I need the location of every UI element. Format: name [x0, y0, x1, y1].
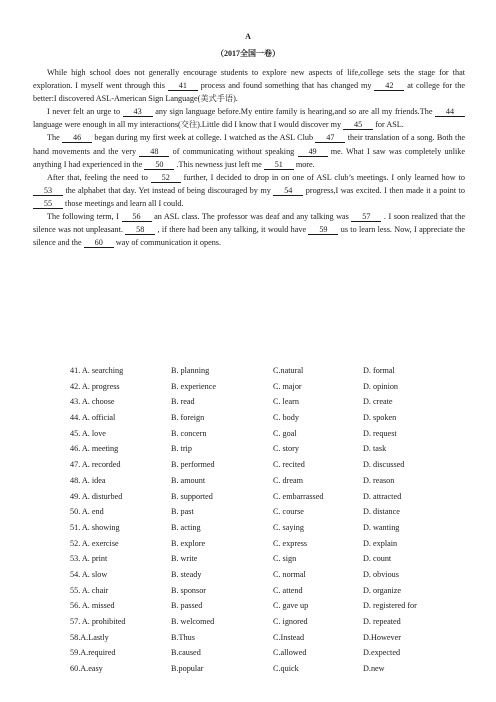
- option-choice: 45. A. love: [70, 428, 106, 438]
- option-choice: D. organize: [363, 585, 402, 595]
- option-choice: D. formal: [363, 366, 395, 375]
- option-choice: B. welcomed: [171, 617, 215, 626]
- passage-text: me. What I saw was completely unlike anything I had experienced in the: [33, 146, 466, 169]
- passage-text: The following term, I: [47, 212, 119, 222]
- option-choice: D. attracted: [363, 491, 402, 501]
- option-choice: B. experience: [171, 381, 217, 391]
- option-choice: B. trip: [171, 444, 192, 454]
- option-choice: D. create: [363, 397, 393, 407]
- option-choice: B. foreign: [171, 413, 205, 423]
- option-choice: C. express: [273, 538, 308, 548]
- passage-text: us to learn less. Now, I appreciate the silence and the: [33, 225, 466, 248]
- option-choice: C. major: [273, 381, 302, 391]
- answer-blank: 51: [264, 160, 294, 170]
- option-choice: 52. A. exercise: [70, 538, 119, 548]
- option-choice: D.However: [363, 632, 401, 642]
- answer-blank: 58: [125, 225, 155, 235]
- option-choice: 46. A. meeting: [70, 444, 119, 454]
- passage-text: While high school does not generally encourage students to explore new aspects of life,college sets the stage for that exploration. I myself went through this: [33, 68, 465, 91]
- option-choice: C. gave up: [273, 601, 309, 611]
- answer-blank: 42: [374, 81, 404, 91]
- option-choice: C. saying: [273, 522, 304, 532]
- answer-blank: 46: [62, 133, 92, 143]
- option-choice: B. concern: [171, 428, 207, 438]
- cloze-passage: [33, 66, 465, 249]
- option-choice: D. opinion: [363, 381, 399, 391]
- answer-blank: 41: [168, 81, 198, 91]
- option-choice: D.expected: [363, 648, 401, 658]
- passage-text: their translation of a song. Both the hand movements and the very: [33, 133, 466, 156]
- option-choice: 48. A. idea: [70, 475, 106, 485]
- option-choice: D. spoken: [363, 413, 397, 423]
- passage-text: progress,I was excited. I then made it a point to: [305, 185, 465, 195]
- option-choice: C. embarrassed: [273, 491, 324, 501]
- option-choice: D. count: [363, 554, 392, 564]
- option-choice: B. explore: [171, 538, 206, 548]
- passage-text: an ASL class. The professor was deaf and any talking was: [154, 212, 349, 222]
- option-choice: 44. A. official: [70, 413, 116, 423]
- option-choice: 55. A. chair: [70, 585, 109, 595]
- option-choice: 49. A. disturbed: [70, 491, 123, 501]
- option-choice: C. body: [273, 413, 299, 423]
- passage-text: of communicating without speaking: [172, 146, 295, 156]
- option-choice: B. passed: [171, 601, 203, 611]
- passage-text: any sign language before.My entire family is hearing,and so are all my friends.The: [155, 107, 433, 117]
- option-choice: 59.A.required: [70, 648, 116, 658]
- answer-blank: 44: [435, 107, 465, 117]
- passage-text: After that, feeling the need to: [47, 172, 148, 182]
- option-choice: C. course: [273, 507, 304, 517]
- passage-paragraph: [33, 105, 465, 131]
- option-choice: 57. A. prohibited: [70, 617, 126, 626]
- answer-blank: 50: [144, 160, 174, 170]
- answer-blank: 48: [139, 147, 169, 157]
- option-choice: 58.A.Lastly: [70, 632, 109, 642]
- passage-text: further, I decided to drop in on one of ASL club’s meetings. I only learned how to: [183, 172, 465, 182]
- option-choice: C.natural: [273, 366, 304, 375]
- answer-blank: 43: [123, 107, 153, 117]
- option-choice: C.Instead: [273, 632, 305, 642]
- option-choice: 51. A. showing: [70, 522, 120, 532]
- answer-blank: 47: [315, 133, 345, 143]
- passage-paragraph: [33, 66, 465, 105]
- answer-blank: 54: [273, 186, 303, 196]
- option-choice: D. explain: [363, 538, 398, 548]
- option-choice: B. planning: [171, 366, 210, 375]
- option-choice: D. obvious: [363, 569, 399, 579]
- answer-blank: 53: [33, 186, 63, 196]
- option-choice: C. goal: [273, 428, 297, 438]
- option-choice: C. learn: [273, 397, 299, 407]
- passage-text: began during my first week at college. I watched as the ASL Club: [94, 133, 314, 143]
- option-choice: 53. A. print: [70, 554, 108, 564]
- option-choice: B. read: [171, 397, 195, 407]
- option-choice: B.popular: [171, 664, 204, 674]
- passage-text: .This newness just left me: [176, 159, 262, 169]
- option-choice: C. ignored: [273, 617, 308, 626]
- option-choice: B. supported: [171, 491, 213, 501]
- option-choice: B. sponsor: [171, 585, 207, 595]
- option-choice: C.quick: [273, 664, 299, 674]
- option-choice: C. sign: [273, 554, 297, 564]
- option-choice: D. wanting: [363, 522, 400, 532]
- option-choice: 50. A. end: [70, 507, 104, 517]
- passage-text: way of communication it opens.: [115, 238, 222, 248]
- option-choice: B. performed: [171, 460, 215, 470]
- passage-text: for ASL.: [375, 120, 404, 130]
- option-choice: C. story: [273, 444, 299, 454]
- answer-blank: 45: [343, 120, 373, 130]
- option-choice: D. registered for: [363, 601, 417, 611]
- option-choice: C.allowed: [273, 648, 307, 658]
- option-choice: 43. A. choose: [70, 397, 115, 407]
- passage-paragraph: [33, 131, 465, 170]
- exam-source: （2017全国一卷）: [216, 49, 280, 58]
- answer-blank: 55: [33, 199, 63, 209]
- answer-blank: 60: [84, 238, 114, 248]
- passage-paragraph: [33, 210, 465, 249]
- option-choice: B. write: [171, 554, 198, 564]
- option-choice: B. amount: [171, 475, 206, 485]
- option-choice: D. discussed: [363, 460, 405, 470]
- option-choice: D.new: [363, 664, 385, 674]
- option-choice: 47. A. recorded: [70, 460, 121, 470]
- passage-text: I never felt an urge to: [47, 107, 121, 117]
- answer-blank: 57: [351, 212, 381, 222]
- answer-blank: 52: [151, 173, 181, 183]
- passage-text: process and found something that has changed my: [200, 81, 372, 91]
- passage-text: language were enough in all my interactions(交往).Little did I know that I would discover my: [33, 120, 342, 130]
- option-choice: B. acting: [171, 522, 201, 532]
- option-choice: D. task: [363, 444, 387, 454]
- option-choice: B. steady: [171, 569, 202, 579]
- passage-paragraph: [33, 171, 465, 210]
- passage-text: those meetings and learn all I could.: [65, 198, 184, 208]
- option-choice: 56. A. missed: [70, 601, 115, 611]
- answer-blank: 59: [308, 225, 338, 235]
- option-choice: 60.A.easy: [70, 664, 103, 674]
- option-choice: B.Thus: [171, 632, 195, 642]
- option-choice: B. past: [171, 507, 194, 517]
- passage-text: the alphabet that day. Yet instead of being discouraged by my: [65, 185, 271, 195]
- passage-text: at college for the better:I discovered ASL-American Sign Language(美式手语).: [33, 81, 466, 104]
- option-choice: D. distance: [363, 507, 400, 517]
- passage-text: , if there had been any talking, it would have: [157, 225, 307, 235]
- option-choice: C. attend: [273, 585, 303, 595]
- section-letter: A: [245, 32, 251, 41]
- option-choice: D. repeated: [363, 617, 401, 626]
- option-choice: C. dream: [273, 475, 304, 485]
- option-choice: B.caused: [171, 648, 201, 658]
- option-choice: 42. A. progress: [70, 381, 120, 391]
- option-choice: D. request: [363, 428, 397, 438]
- option-choice: C. recited: [273, 460, 305, 470]
- option-choice: C. normal: [273, 569, 306, 579]
- answer-blank: 49: [298, 147, 328, 157]
- option-choice: 41. A. searching: [70, 366, 124, 375]
- passage-text: The: [47, 133, 60, 143]
- answer-blank: 56: [122, 212, 152, 222]
- passage-text: more.: [295, 159, 315, 169]
- option-choice: 54. A. slow: [70, 569, 108, 579]
- option-choice: D. reason: [363, 475, 395, 485]
- passage-text: . I soon realized that the silence was not unpleasant.: [33, 212, 466, 235]
